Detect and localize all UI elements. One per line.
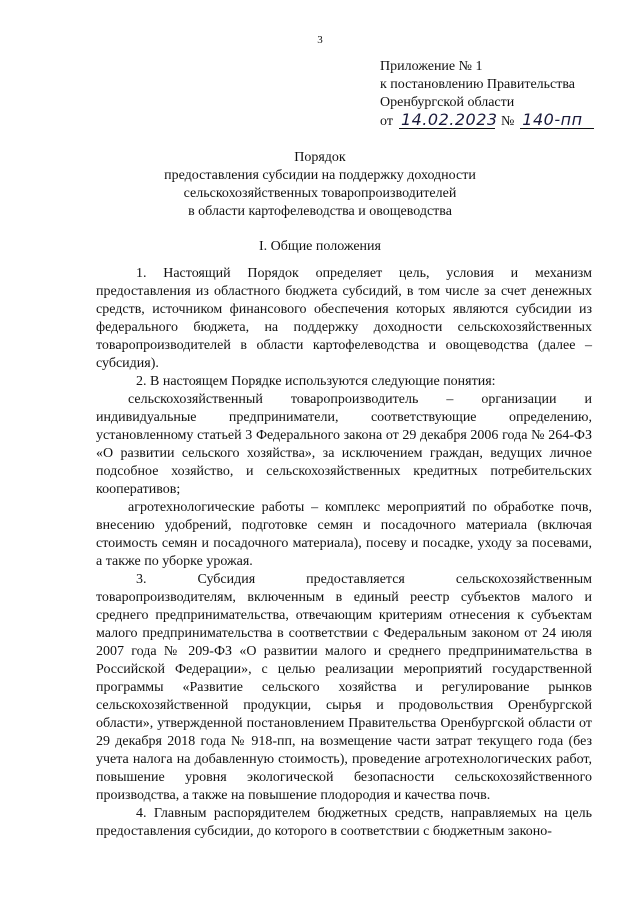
paragraph-4: 4. Главным распорядителем бюджетных средств, направляемых на цель предоставления субсидии, до которого в соответствии с бюджетным законо- (96, 806, 592, 839)
definition-producer: сельскохозяйственный товаропроизводитель – организации и индивидуальные предприниматели, соответствующие определению, установленному статьей 3 Федерального закона от 29 декабря 2006 года № 264-ФЗ «О развитии сельского хозяйства», за исключением граждан, ведущих личное подсобное хозяйство, и сельскохозяйственных кредитных потребительских кооперативов; (96, 392, 592, 497)
title-line-3: сельскохозяйственных товаропроизводителей (183, 186, 457, 201)
appendix-line-2: к постановлению Правительства (380, 77, 576, 92)
appendix-line-3: Оренбургской области (380, 95, 515, 110)
appendix-date-line (380, 112, 620, 131)
definition-agrowork: агротехнологические работы – комплекс мероприятий по обработке почв, внесению удобрений, подготовке семян и посадочного материала (включая стоимость семян и посадочного материала), посеву и посадке, уходу за посевами, а также по уборке урожая. (96, 500, 592, 569)
paragraph-3: 3. Субсидия предоставляется сельскохозяйственным товаропроизводителям, включенным в единый реестр субъектов малого и среднего предпринимательства, отвечающим критериям отнесения к субъектам малого предпринимательства в соответствии с Федеральным законом от 24 июля 2007 года № 209-ФЗ «О развитии малого и среднего предпринимательства в Российской Федерации», с целью реализации мероприятий государственной программы «Развитие сельского хозяйства и регулирование рынков сельскохозяйственной продукции, сырья и продовольствия Оренбургской области», утвержденной постановлением Правительства Оренбургской области от 29 декабря 2018 года № 918-пп, на возмещение части затрат текущего года (без учета налога на добавленную стоимость), проведение агротехнологических работ, повышение уровня экологической безопасности сельскохозяйственного производства, а также на повышение плодородия и качества почв. (96, 572, 592, 803)
document-title (0, 149, 640, 221)
from-label: от (380, 114, 393, 129)
title-line-4: в области картофелеводства и овощеводства (188, 204, 452, 219)
document-body (96, 265, 592, 841)
paragraph-1: 1. Настоящий Порядок определяет цель, условия и механизм предоставления из областного бюджета субсидий, в том числе за счет денежных средств, источником финансового обеспечения которых являются субсидии из федерального бюджета, на поддержку доходности сельскохозяйственных товаропроизводителей в области картофелеводства и овощеводства (далее – субсидия). (96, 266, 592, 371)
number-sign: № (500, 114, 515, 129)
paragraph-2: 2. В настоящем Порядке используются следующие понятия: (136, 374, 496, 389)
appendix-line-1: Приложение № 1 (380, 59, 483, 74)
handwritten-date: 14.02.2023 (400, 110, 498, 129)
handwritten-number: 140-пп (520, 112, 594, 129)
appendix-header (380, 58, 620, 131)
title-line-1: Порядок (294, 150, 346, 165)
title-line-2: предоставления субсидии на поддержку доходности (164, 168, 476, 183)
section-title: I. Общие положения (259, 239, 381, 254)
page-number: 3 (317, 34, 323, 46)
